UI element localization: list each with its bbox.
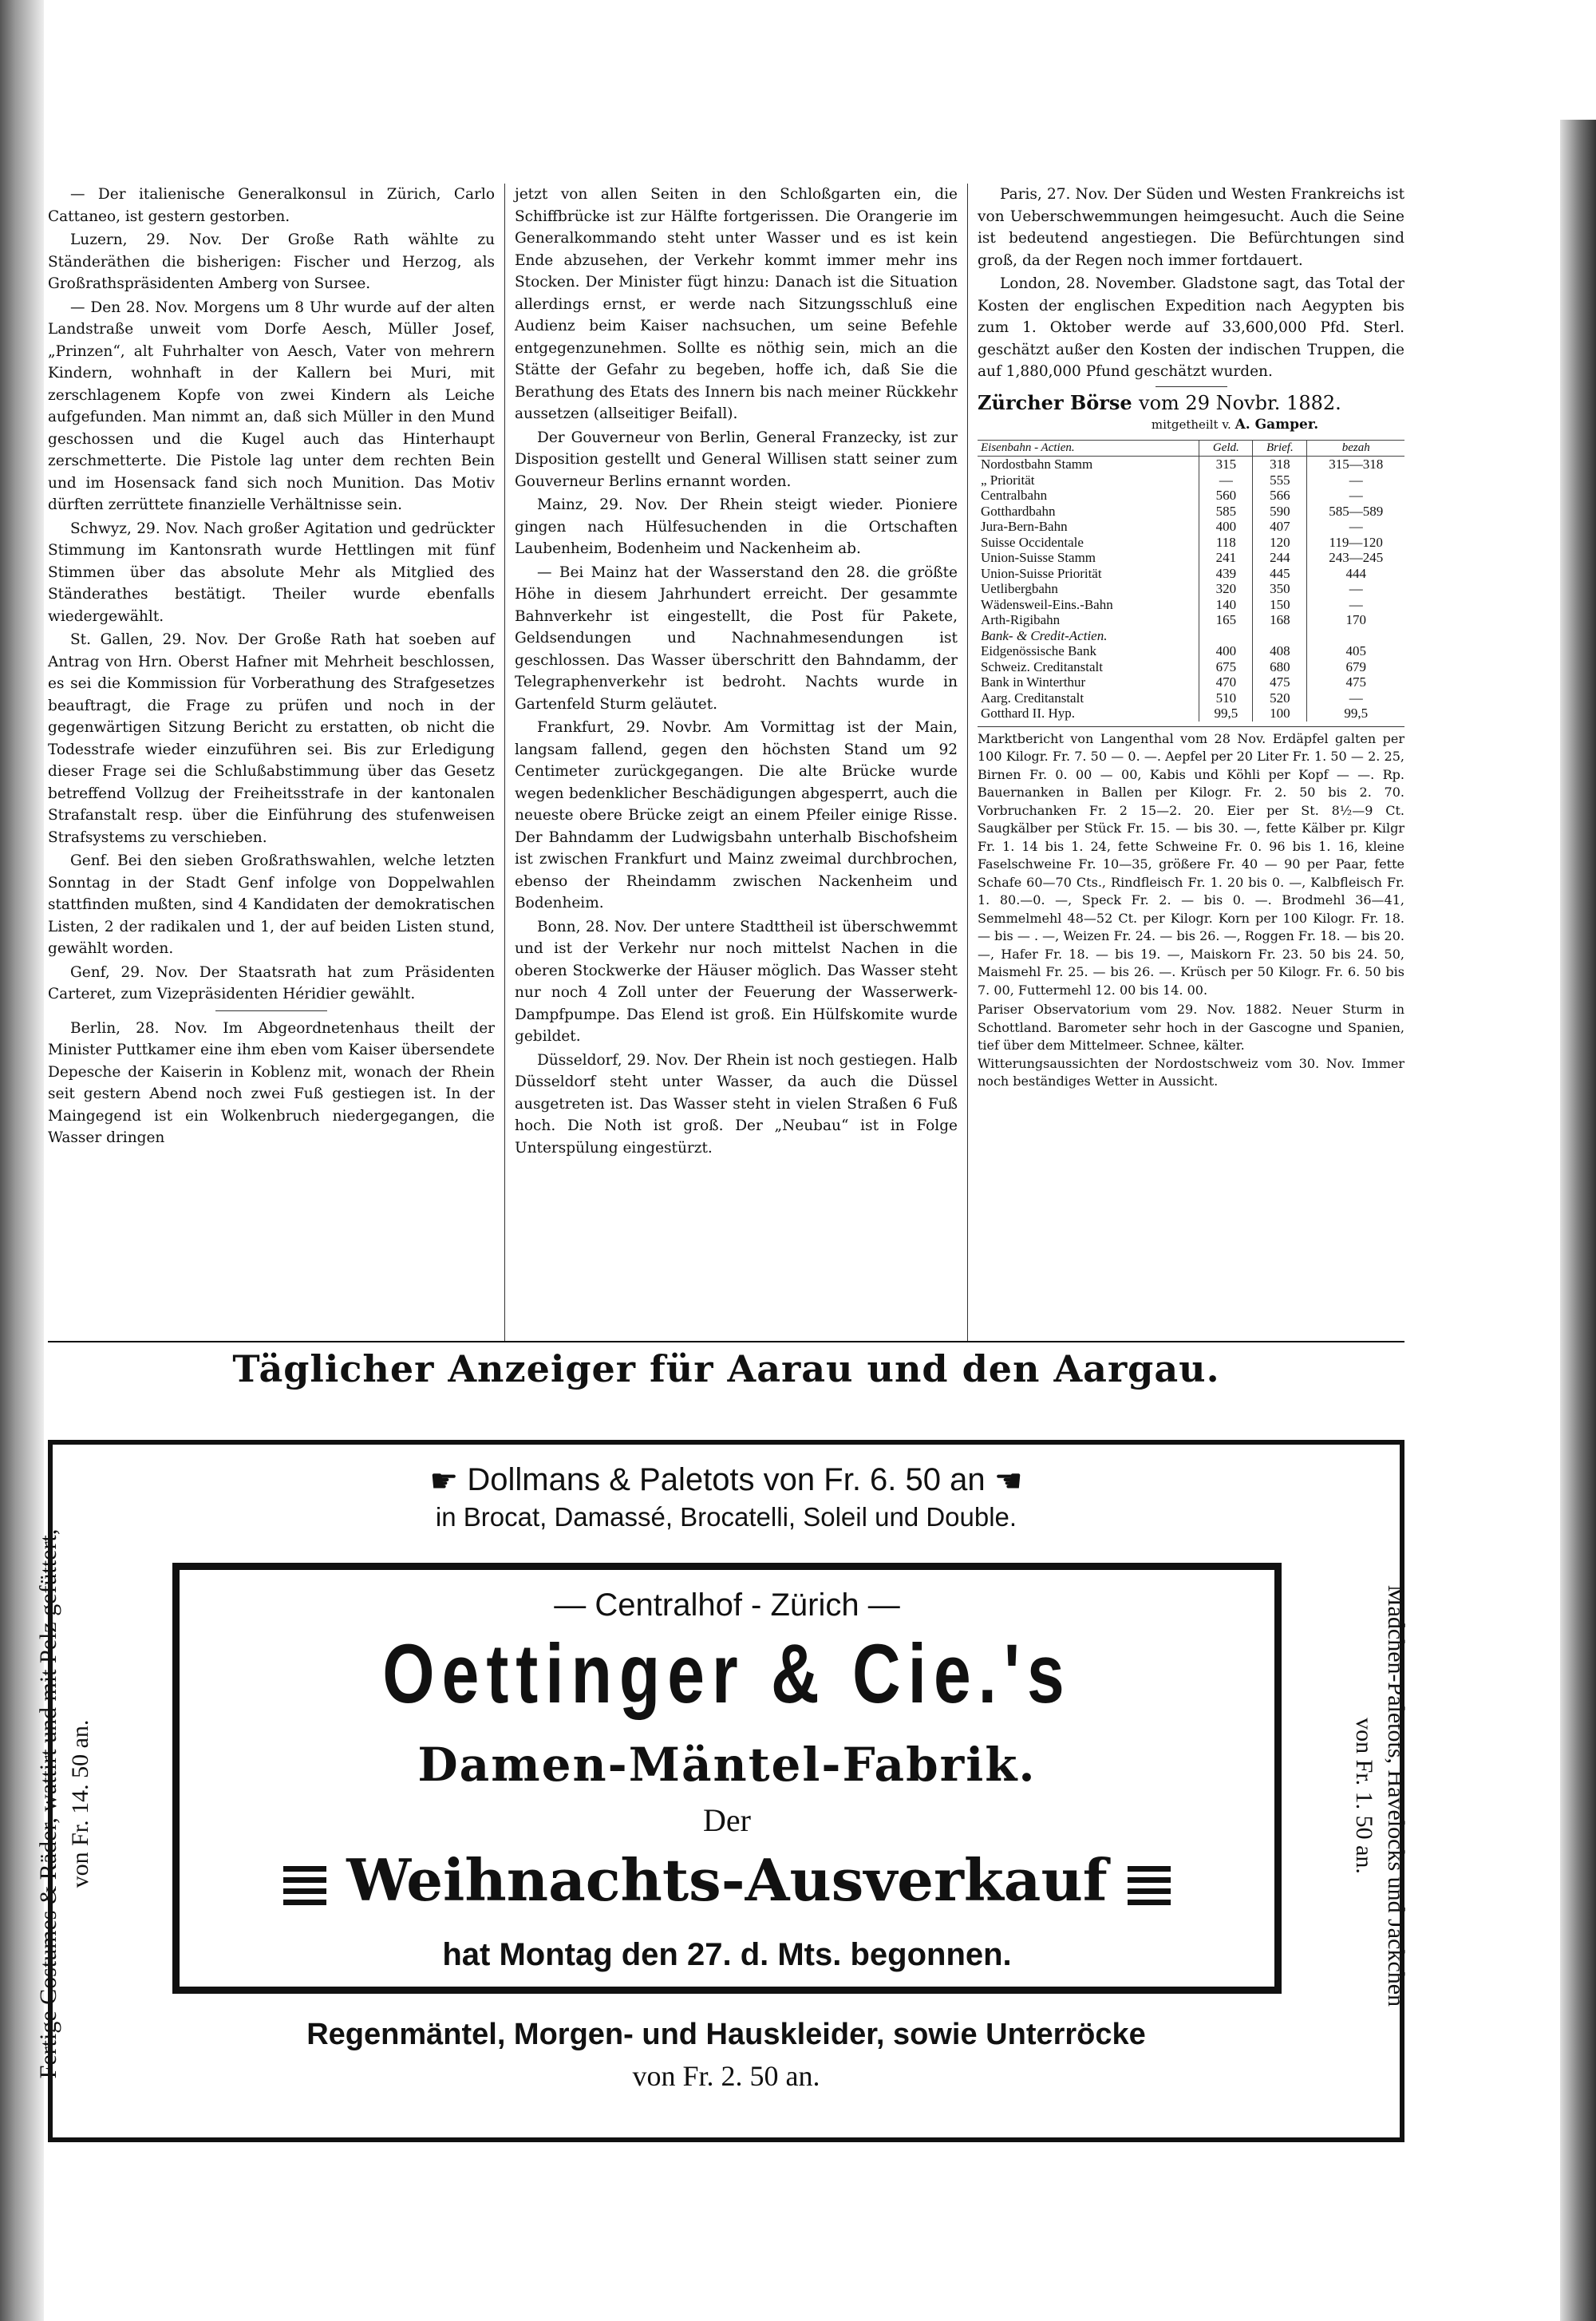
table-cell-value: 675 <box>1199 659 1253 675</box>
table-cell-value: 400 <box>1199 519 1253 535</box>
table-row <box>978 550 1404 566</box>
table-cell-value: 170 <box>1307 612 1404 628</box>
ad-centralhof: — Centralhof - Zürich — <box>554 1588 900 1623</box>
column-rule <box>967 184 968 1341</box>
article-paragraph: Düsseldorf, 29. Nov. Der Rhein ist noch gestiegen. Halb Düsseldorf steht unter Wasser, da auch die Düssel ausgetreten ist. Das Wasser steht in vielen Straßen 6 Fuß hoch. Die Noth ist groß. Der „Neubau“ ist in Folge Unterspülung eingestürzt. <box>515 1051 958 1157</box>
table-cell-label: Uetlibergbahn <box>981 581 1058 596</box>
table-row <box>978 674 1404 690</box>
boerse-heading <box>978 392 1404 415</box>
table-cell-value: 585—589 <box>1307 504 1404 520</box>
table-cell-label: Union-Suisse Stamm <box>981 550 1096 565</box>
table-cell-value: 241 <box>1199 550 1253 566</box>
table-cell-value: 315 <box>1199 457 1253 473</box>
pariser-report: Pariser Observatorium vom 29. Nov. 1882. Neuer Sturm in Schottland. Barometer sehr hoch in der Gascogne und Spanien, tief über dem Mittelmeer. Schnee, kälter. <box>978 1002 1404 1053</box>
article-paragraph: — Der italienische Generalkonsul in Zürich, Carlo Cattaneo, ist gestern gestorben. <box>48 186 495 225</box>
ad-company-name: Oettinger & Cie.'s <box>382 1627 1072 1721</box>
table-cell-label: Gotthardbahn <box>981 503 1056 519</box>
boerse-byline <box>1065 414 1404 437</box>
table-cell-value: — <box>1307 473 1404 488</box>
table-cell-value: bezah <box>1307 440 1404 457</box>
pointing-hand-left-icon: ☚ <box>994 1464 1023 1500</box>
article-paragraph: St. Gallen, 29. Nov. Der Große Rath hat soeben auf Antrag von Hrn. Oberst Hafner mit Mehrheit beschlossen, es sei die Kommission für Vorberathung des Strafgesetzes beauftragt, die Frage zu prüfen und noch in der gegenwärtigen Sitzung Bericht zu erstatten, ob nicht die Todesstrafe wieder einzuführen sei. Bis zur Erledigung dieser Frage sei die Schlußabstimmung über das Gesetz betreffend Vollzug der Freiheitsstrafe in der kantonalen Strafanstalt resp. über die Einführung des stufenweisen Strafsystems zu verschieben. <box>48 631 495 846</box>
table-row <box>978 612 1404 628</box>
ad-ausverkauf-row <box>180 1846 1274 1914</box>
ad-right-vertical-line2: von Fr. 1. 50 an. <box>1351 1718 1377 1874</box>
article-paragraph: Schwyz, 29. Nov. Nach großer Agitation und gedrückter Stimmung im Kantonsrath wurde Hettlingen mit fünf Stimmen über das absolute Mehr als Mitglied des Ständerathes bestätigt. Theiler wurde ebenfalls wiedergewählt. <box>48 520 495 625</box>
table-row <box>978 519 1404 535</box>
table-cell-label: Nordostbahn Stamm <box>981 457 1093 472</box>
column-rule <box>504 184 505 1341</box>
table-cell-value: 475 <box>1253 674 1307 690</box>
boerse-title: Zürcher Börse <box>978 390 1132 414</box>
pointing-hand-right-icon: ☛ <box>429 1464 459 1500</box>
table-cell-value: 470 <box>1199 674 1253 690</box>
column-3 <box>978 184 1404 1091</box>
table-section-row <box>978 628 1404 644</box>
table-row <box>978 581 1404 597</box>
table-cell-label: Wädensweil-Eins.-Bahn <box>981 596 1113 612</box>
table-row <box>978 643 1404 659</box>
table-cell-value: 100 <box>1253 706 1307 722</box>
table-cell-value: 99,5 <box>1307 706 1404 722</box>
table-row <box>978 488 1404 504</box>
article-paragraph: London, 28. November. Gladstone sagt, das Total der Kosten der englischen Expedition nach Aegypten bis zum 1. Oktober werde auf 33,600,000 Pfd. Sterl. geschätzt außer den Kosten der indischen Truppen, die auf 1,880,000 Pfund geschätzt wurden. <box>978 275 1404 380</box>
table-cell-value: 444 <box>1307 566 1404 582</box>
table-cell-empty <box>1307 628 1404 644</box>
article-paragraph: Paris, 27. Nov. Der Süden und Westen Frankreichs ist von Ueberschwemmungen heimgesucht. Auch die Seine ist bedeutend angestiegen. Die Befürchtungen sind groß, da der Regen noch immer fortdauert. <box>978 186 1404 269</box>
table-cell-label: Gotthard II. Hyp. <box>981 706 1076 721</box>
ad-fabrik-title: Damen-Mäntel-Fabrik. <box>417 1738 1037 1792</box>
table-cell-value: 590 <box>1253 504 1307 520</box>
markt-report: Marktbericht von Langenthal vom 28 Nov. Erdäpfel galten per 100 Kilogr. Fr. 7. 50 — 0. —. Aepfel per 20 Liter Fr. 1. 50 — 2. 25, Birnen Fr. 0. 00 — 00, Kabis und Köhli per Kopf — —. Rp. Bauernanken in Ballen per Kilogr. Fr. 2. 50 bis 2. 70. Vorbruchanken Fr. 2 15—2. 20. Eier per St. 8½—9 Ct. Saugkälber per Stück Fr. 15. — bis 30. —, fette Kälber pr. Kilgr Fr. 1. 14 bis 1. 24, fette Schweine Fr. 0. 96 bis 1. 16, kleine Faselschweine Fr. 10—35, größere Fr. 40 — 90 per Paar, fette Schafe 60—70 Cts., Rindfleisch Fr. 1. 20 bis 0. —, Kalbfleisch Fr. 1. 80.—0. —, Speck Fr. 2. — bis 0. —. Brodmehl 36—41, Semmelmehl 48—52 Ct. per Kilogr. Korn per 100 Kilogr. Fr. 18. — bis — . —, Weizen Fr. 24. — bis 26. —, Roggen Fr. 18. — bis 20. —, Hafer Fr. 18. — bis 19. —, Maiskorn Fr. 23. 50 bis 24. 50, Maismehl Fr. 25. — bis 26. —. Krüsch per 50 Kilogr. Fr. 6. 50 bis 7. 00, Futtermehl 12. 00 bis 14. 00. <box>978 726 1404 1000</box>
table-cell-value: 165 <box>1199 612 1253 628</box>
decorative-bars-left <box>283 1860 326 1911</box>
table-cell-label: Bank in Winterthur <box>981 674 1086 690</box>
ad-fabrics-line: in Brocat, Damassé, Brocatelli, Soleil und Double. <box>435 1502 1017 1532</box>
table-cell-value: — <box>1307 581 1404 597</box>
article-paragraph: — Bei Mainz hat der Wasserstand den 28. die größte Höhe in diesem Jahrhundert erreicht. Der gesammte Bahnverkehr ist eingestellt, die Post für Pakete, Geldsendungen und Nachnahmesendungen ist geschlossen. Das Wasser überschritt den Bahndamm, der Telegraphenverkehr ist bedroht. Nachts wurde in Gartenfeld Sturm geläutet. <box>515 563 958 713</box>
ad-ausverkauf-title: Weihnachts-Ausverkauf <box>346 1846 1108 1914</box>
table-cell-value: 119—120 <box>1307 535 1404 551</box>
table-cell-value: 679 <box>1307 659 1404 675</box>
ad-left-vertical-line2: von Fr. 14. 50 an. <box>67 1719 93 1888</box>
table-cell-value: 475 <box>1307 674 1404 690</box>
article-paragraph: jetzt von allen Seiten in den Schloßgarten ein, die Schiffbrücke ist zur Hälfte fortgerissen. Die Orangerie im Generalkommando steht unter Wasser und es ist kein Ende abzusehen, der Verkehr kommt immer mehr ins Stocken. Der Minister fügt hinzu: Danach ist die Situation allerdings ernst, er werde nach Sitzungsschluß eine Audienz beim Kaiser nachsuchen, um seine Befehle entgegenzunehmen. Sollte es nöthig sein, mich an die Stätte der Gefahr zu begeben, hoffe ich, daß Sie die Berathung des Etats des Innern bis nach meiner Rückkehr aussetzen (allseitiger Beifall). <box>515 186 958 422</box>
table-row <box>978 706 1404 722</box>
table-cell-value: 560 <box>1199 488 1253 504</box>
table-cell-label: Eidgenössische Bank <box>981 643 1096 658</box>
table-cell-value: — <box>1307 519 1404 535</box>
ad-regenmaentel-price: von Fr. 2. 50 an. <box>632 2060 820 2092</box>
table-cell-label: Suisse Occidentale <box>981 534 1084 550</box>
newspaper-page <box>35 128 1409 2155</box>
scan-edge-right-top <box>1560 0 1596 120</box>
table-cell-value: 120 <box>1253 535 1307 551</box>
article-paragraph: Genf. Bei den sieben Großrathswahlen, welche letzten Sonntag in der Stadt Genf infolge von Doppelwahlen stattfinden mußten, sind 4 Kandidaten der demokratischen Listen, 2 der radikalen und 1, der auf beiden Listen stund, gewählt worden. <box>48 852 495 957</box>
witterung-report: Witterungsaussichten der Nordostschweiz vom 30. Nov. Immer noch beständiges Wetter in Aussicht. <box>978 1055 1404 1089</box>
ad-dollmans-text: Dollmans & Paletots von Fr. 6. 50 an <box>467 1462 986 1497</box>
table-cell-value: Brief. <box>1253 440 1307 457</box>
table-cell-label: Eisenbahn - Actien. <box>978 440 1199 457</box>
ad-regenmaentel-line: Regenmäntel, Morgen- und Hauskleider, sowie Unterröcke <box>306 2018 1146 2051</box>
article-paragraph: Mainz, 29. Nov. Der Rhein steigt wieder. Pioniere gingen nach Hülfesuchenden in die Ortschaften Laubenheim, Bodenheim und Nackenheim ab. <box>515 496 958 557</box>
table-cell-value: 555 <box>1253 473 1307 488</box>
article-paragraph: — Den 28. Nov. Morgens um 8 Uhr wurde auf der alten Landstraße unweit vom Dorfe Aesch, Müller Josef, „Prinzen“, alt Fuhrhalter von Aesch, Vater von mehrern Kindern, wohnhaft in der Kallern bei Muri, mit zerschlagenem Kopfe von zwei Kindern als Leiche aufgefunden. Man nimmt an, daß sich Müller in den Mund geschossen und die Kugel auch das Hinterhaupt zerschmetterte. Die Pistole lag unter dem rechten Bein und im Hosensack fand sich noch Munition. Das Motiv dürften zerrüttete finanzielle Verhältnisse sein. <box>48 299 495 513</box>
ad-inner-frame <box>172 1563 1282 1994</box>
table-cell-value: 680 <box>1253 659 1307 675</box>
table-row <box>978 659 1404 675</box>
advertisement-frame <box>35 1440 1409 2142</box>
article-paragraph: Der Gouverneur von Berlin, General Franzecky, ist zur Disposition gestellt und General Willisen statt seiner zum Gouverneur Berlins ernannt worden. <box>515 429 958 490</box>
boerse-date: vom 29 Novbr. 1882. <box>1139 391 1341 414</box>
table-cell-value: 520 <box>1253 690 1307 706</box>
ad-line-dollmans <box>53 1462 1400 1500</box>
table-cell-value: 408 <box>1253 643 1307 659</box>
table-cell-empty <box>1253 628 1307 644</box>
table-cell-value: 244 <box>1253 550 1307 566</box>
table-cell-value: — <box>1307 690 1404 706</box>
table-cell-value: 140 <box>1199 597 1253 613</box>
table-cell-value: 439 <box>1199 566 1253 582</box>
table-cell-value: 400 <box>1199 643 1253 659</box>
article-paragraph: Berlin, 28. Nov. Im Abgeordnetenhaus theilt der Minister Puttkamer eine ihm eben vom Kaiser übersendete Depesche der Kaiserin in Koblenz mit, wonach der Rhein seit gestern Abend noch zwei Fuß gestiegen ist. In der Maingegend ist ein Wolkenbruch niedergegangen, die Wasser dringen <box>48 1019 495 1146</box>
table-cell-empty <box>1199 628 1253 644</box>
table-cell-label: „ Priorität <box>981 472 1035 488</box>
table-cell-value: 566 <box>1253 488 1307 504</box>
table-cell-value: 99,5 <box>1199 706 1253 722</box>
boerse-table <box>978 440 1404 722</box>
article-paragraph: Luzern, 29. Nov. Der Große Rath wählte zu Ständeräthen die bisherigen: Fischer und Herzog, als Großrathspräsidenten Amberg von Sursee. <box>48 231 495 292</box>
table-row <box>978 457 1404 473</box>
ad-right-vertical-line1: Mädchen-Paletots, Havelocks und Jäckchen <box>1383 1584 1409 2007</box>
table-cell-value: 407 <box>1253 519 1307 535</box>
table-row <box>978 566 1404 582</box>
table-cell-value: 445 <box>1253 566 1307 582</box>
table-row <box>978 597 1404 613</box>
table-cell-label: Arth-Rigibahn <box>981 612 1061 627</box>
table-cell-label: Aarg. Creditanstalt <box>981 690 1084 706</box>
table-cell-value: — <box>1307 597 1404 613</box>
table-row <box>978 504 1404 520</box>
table-row <box>978 535 1404 551</box>
table-cell-value: 320 <box>1199 581 1253 597</box>
table-cell-value: — <box>1307 488 1404 504</box>
table-header-row <box>978 440 1404 457</box>
section-divider <box>1156 386 1227 387</box>
table-cell-value: 315—318 <box>1307 457 1404 473</box>
ad-montag-line: hat Montag den 27. d. Mts. begonnen. <box>442 1937 1012 1972</box>
article-paragraph: Bonn, 28. Nov. Der untere Stadttheil ist überschwemmt und ist der Verkehr nur noch mittelst Nachen in die oberen Stockwerke der Häuser möglich. Das Wasser steht nur noch 4 Zoll unter der Feuerung der Wasserwerk-Dampfpumpe. Das Elend ist groß. Ein Hülfskomite wurde gebildet. <box>515 918 958 1045</box>
table-cell-value: 350 <box>1253 581 1307 597</box>
boerse-by-label: mitgetheilt v. <box>1151 417 1231 432</box>
section-rule <box>48 1341 1404 1342</box>
table-cell-label: Jura-Bern-Bahn <box>981 519 1068 534</box>
table-row <box>978 473 1404 488</box>
table-cell-value: 243—245 <box>1307 550 1404 566</box>
boerse-by-name: A. Gamper. <box>1235 417 1319 433</box>
table-cell-value: 585 <box>1199 504 1253 520</box>
decorative-bars-right <box>1128 1860 1171 1911</box>
table-cell-value: 150 <box>1253 597 1307 613</box>
section-divider <box>215 1010 327 1011</box>
table-cell-label: Centralbahn <box>981 488 1048 503</box>
table-cell-label: Schweiz. Creditanstalt <box>981 658 1103 674</box>
column-1 <box>48 184 495 1151</box>
table-row <box>978 690 1404 706</box>
table-cell-value: 118 <box>1199 535 1253 551</box>
article-paragraph: Genf, 29. Nov. Der Staatsrath hat zum Präsidenten Carteret, zum Vizepräsidenten Héridier gewählt. <box>48 963 495 1002</box>
table-cell-label: Union-Suisse Priorität <box>981 565 1102 581</box>
table-cell-value: — <box>1199 473 1253 488</box>
ad-left-vertical-line1: Fertige Costumes & Räder, wattirt und mit Pelz gefüttert, <box>35 1528 61 2079</box>
table-cell-value: Geld. <box>1199 440 1253 457</box>
column-2 <box>515 184 958 1160</box>
table-section-label: Bank- & Credit-Actien. <box>981 627 1108 643</box>
anzeiger-heading: Täglicher Anzeiger für Aarau und den Aargau. <box>232 1347 1220 1390</box>
table-cell-value: 168 <box>1253 612 1307 628</box>
table-cell-value: 318 <box>1253 457 1307 473</box>
table-cell-value: 510 <box>1199 690 1253 706</box>
table-cell-value: 405 <box>1307 643 1404 659</box>
article-paragraph: Frankfurt, 29. Novbr. Am Vormittag ist der Main, langsam fallend, gegen den höchsten Stand um 92 Centimeter zurückgegangen. Die alte Brücke wurde wegen bedenklicher Beschädigungen abgesperrt, auch die neueste obere Brücke zeigt an einem Pfeiler einige Risse. Der Bahndamm der Ludwigsbahn unterhalb Bischofsheim ist zwischen Frankfurt und Mainz zweimal durchbrochen, ebenso der Rheindamm zwischen Nackenheim und Bodenheim. <box>515 719 958 911</box>
scan-edge-right <box>1560 120 1596 2321</box>
ad-der: Der <box>703 1802 751 1838</box>
